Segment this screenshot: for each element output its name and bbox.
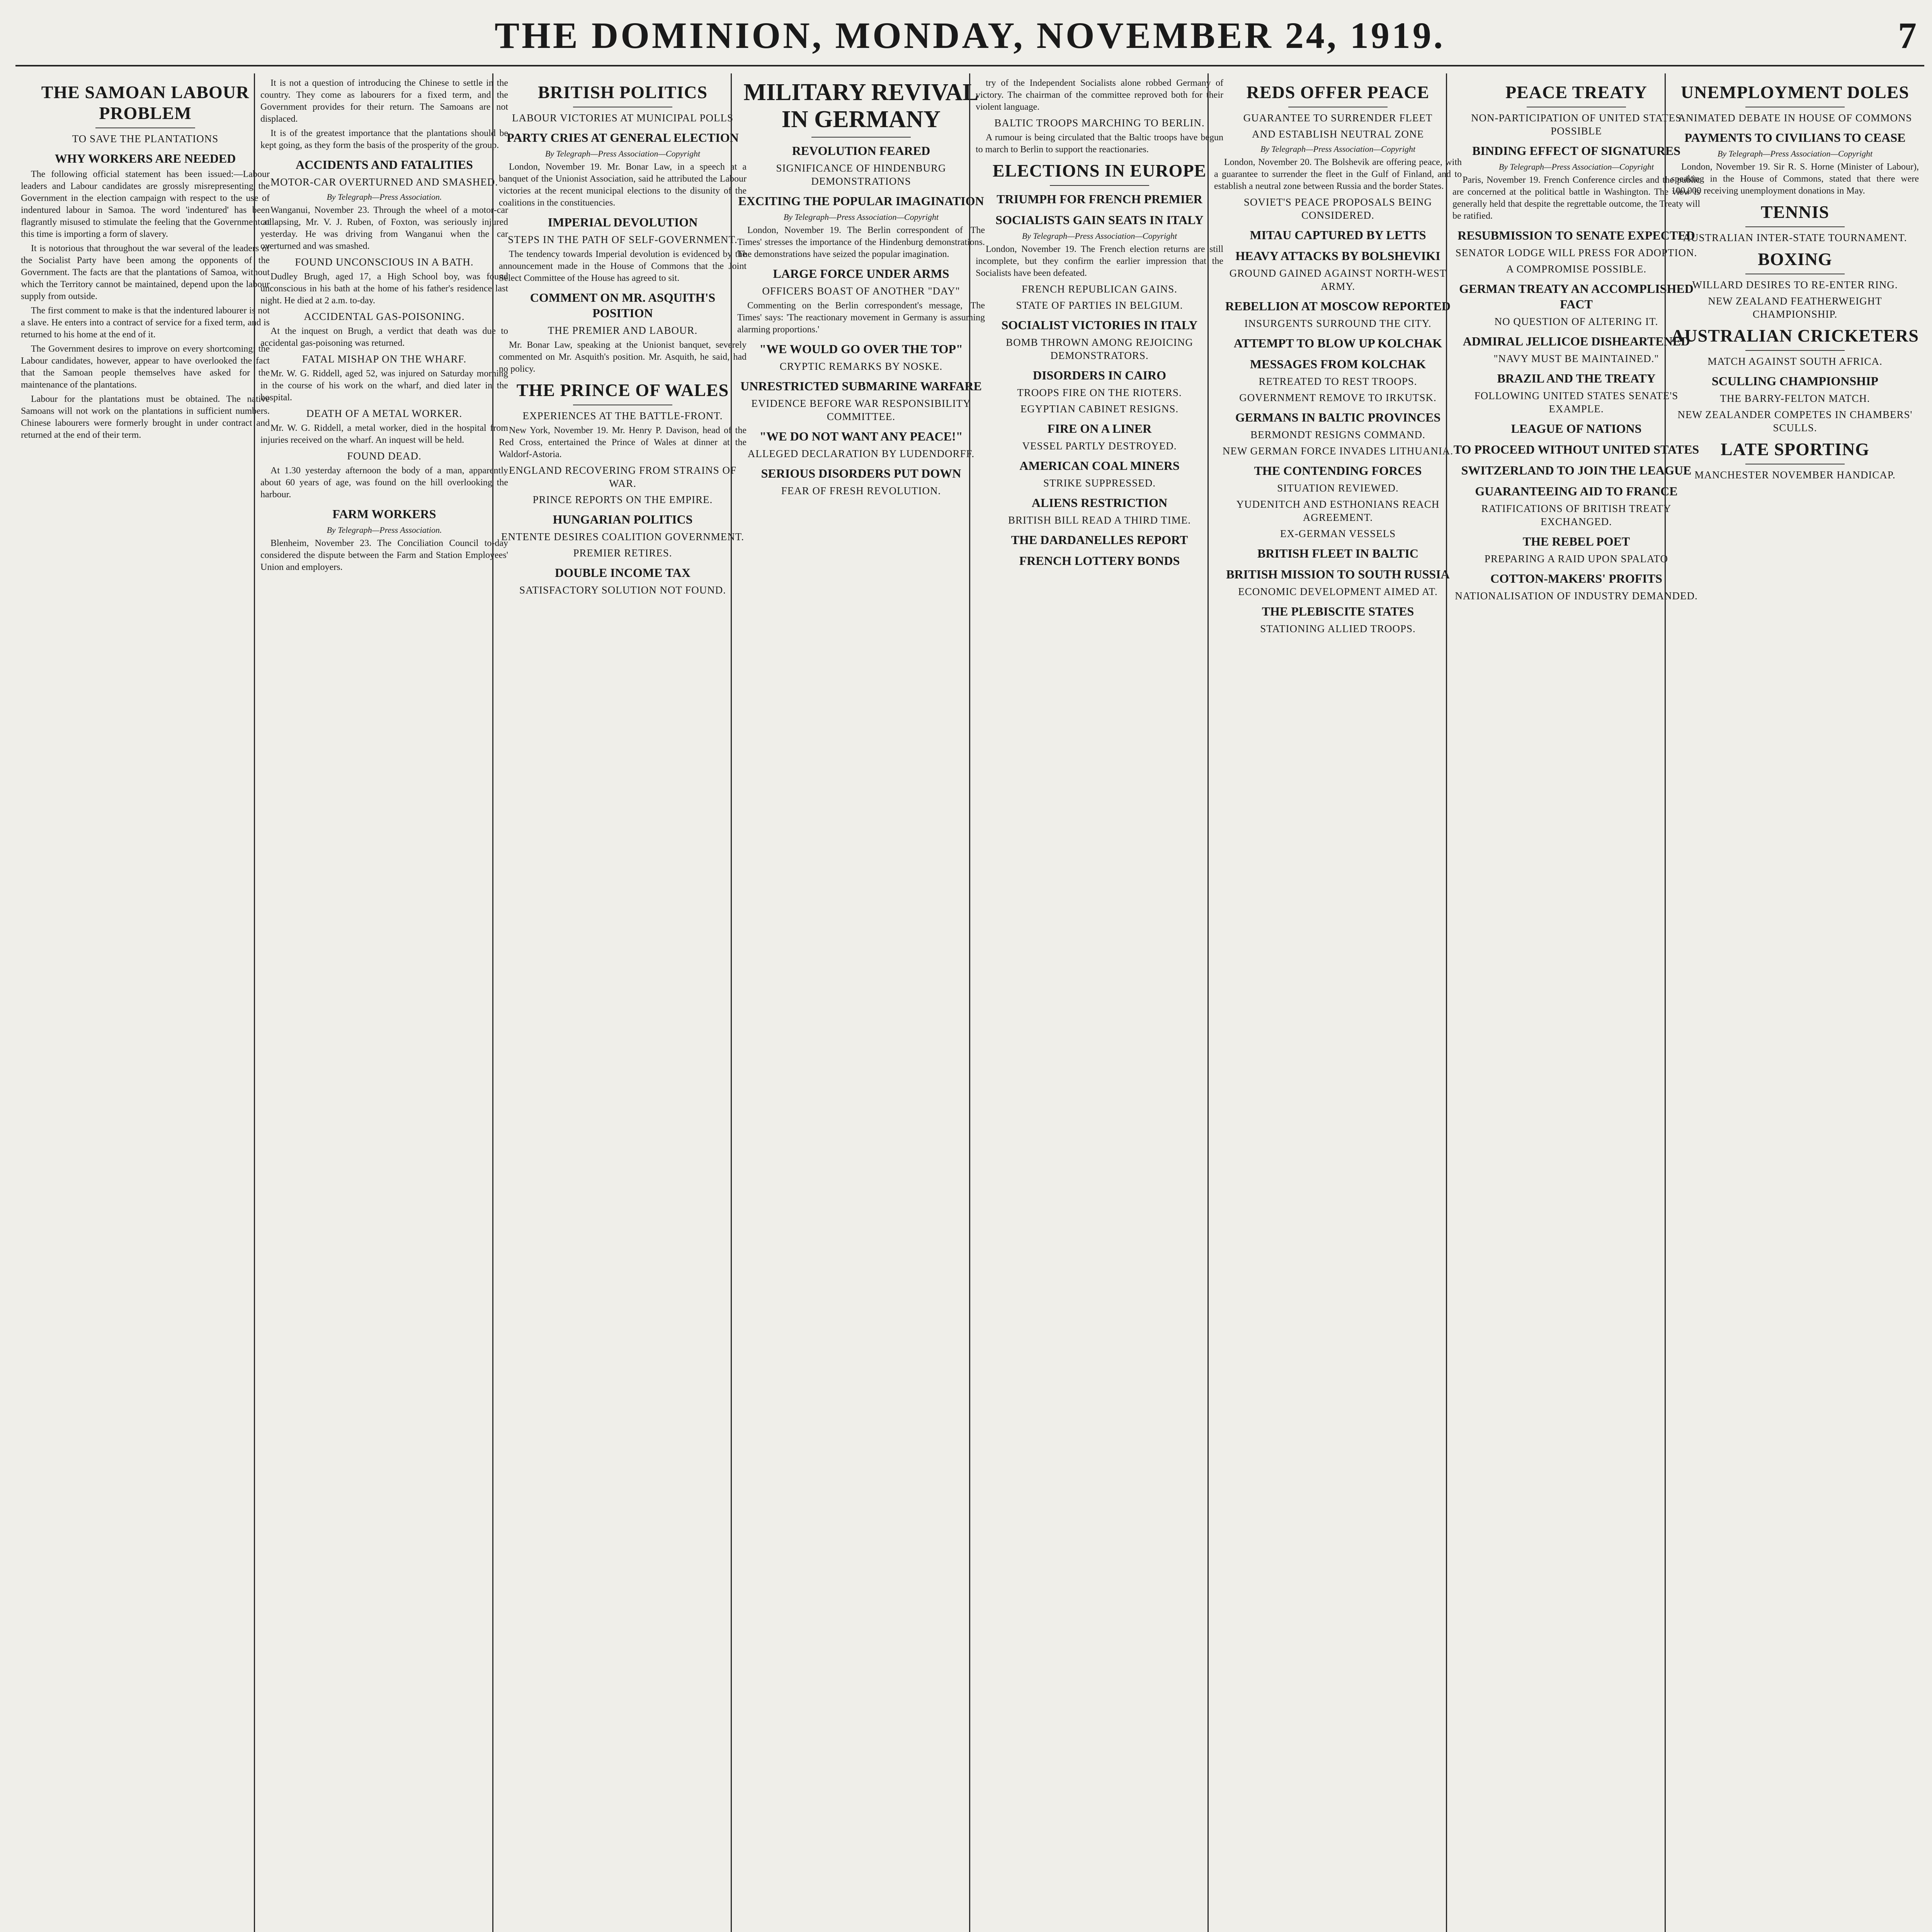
column-6 [1208,73,1467,1932]
credit-line: By Telegraph—Press Association—Copyright [783,212,939,222]
headline: LATE SPORTING [1721,439,1869,459]
credit-line: By Telegraph—Press Association—Copyright [545,149,701,158]
subheadline: "WE DO NOT WANT ANY PEACE!" [759,429,963,443]
column-8 [1665,73,1924,1932]
masthead [15,7,1924,66]
deck: ENGLAND RECOVERING FROM STRAINS OF WAR. [509,464,737,489]
headline: PEACE TREATY [1505,82,1647,102]
paragraph: London, November 19. The French election returns are still incomplete, but they confirm the earlier impression that the Socialists have been defeated. [976,244,1223,278]
deck: SATISFACTORY SOLUTION NOT FOUND. [519,584,726,596]
deck: BERMONDT RESIGNS COMMAND. [1250,429,1425,440]
columns [15,66,1924,1932]
deck: PRINCE REPORTS ON THE EMPIRE. [532,494,713,505]
subheadline: GUARANTEEING AID TO FRANCE [1475,484,1678,498]
deck: SENATOR LODGE WILL PRESS FOR ADOPTION. [1455,247,1697,259]
deck: THE PREMIER AND LABOUR. [548,325,698,336]
paragraph: At 1.30 yesterday afternoon the body of a man, apparently about 60 years of age, was found on the hill overlooking the harbour. [260,466,508,500]
credit-line: By Telegraph—Press Association—Copyright [1717,149,1873,158]
subheadline: WHY WORKERS ARE NEEDED [54,151,236,165]
subheadline: THE PLEBISCITE STATES [1262,604,1414,618]
deck: FOUND UNCONSCIOUS IN A BATH. [295,256,474,268]
subheadline: SOCIALISTS GAIN SEATS IN ITALY [995,213,1204,227]
deck: PREMIER RETIRES. [573,547,672,559]
subheadline: FIRE ON A LINER [1047,422,1152,435]
paragraph: try of the Independent Socialists alone robbed Germany of victory. The chairman of the committee reproved both for their violent language. [976,78,1223,112]
divider [811,137,910,138]
subheadline: AMERICAN COAL MINERS [1019,459,1180,473]
subheadline: DOUBLE INCOME TAX [555,566,690,580]
paragraph: The tendency towards Imperial devolution is evidenced by the announcement made in the House of Commons that the Joint Select Committee of the House has agreed to sit. [499,249,747,283]
credit-line: By Telegraph—Press Association—Copyright [1260,144,1416,154]
divider [1745,226,1844,227]
deck: GOVERNMENT REMOVE TO IRKUTSK. [1239,392,1437,403]
column-3 [492,73,752,1932]
deck: EVIDENCE BEFORE WAR RESPONSIBILITY COMMITTEE. [751,398,971,422]
headline: ELECTIONS IN EUROPE [992,161,1207,180]
deck: WILLARD DESIRES TO RE-ENTER RING. [1692,279,1898,291]
page-title: THE DOMINION, MONDAY, NOVEMBER 24, 1919. [495,15,1445,56]
headline: AUSTRALIAN CRICKETERS [1671,326,1919,345]
subheadline: THE CONTENDING FORCES [1254,464,1422,478]
deck: INSURGENTS SURROUND THE CITY. [1244,318,1432,329]
paragraph: Labour for the plantations must be obtained. The native Samoans will not work on the plantations in sufficient numbers. Chinese labourers were formerly brought in under contract and returned at the end of their term. [21,394,270,440]
subheadline: SCULLING CHAMPIONSHIP [1711,374,1879,388]
subheadline: RESUBMISSION TO SENATE EXPECTED [1458,228,1695,242]
subheadline: BRAZIL AND THE TREATY [1497,371,1656,385]
paragraph: Blenheim, November 23. The Conciliation Council to-day considered the dispute between the Farm and Station Employees' Union and employers. [260,538,508,572]
headline: BRITISH POLITICS [537,82,708,102]
paragraph: London, November 19. Sir R. S. Horne (Minister of Labour), speaking in the House of Commons, stated that there were 100,000 receiving unemployment donations in May. [1671,162,1919,196]
subheadline: "WE WOULD GO OVER THE TOP" [759,342,963,356]
deck: "NAVY MUST BE MAINTAINED." [1493,353,1659,364]
subheadline: TRIUMPH FOR FRENCH PREMIER [997,192,1202,206]
subheadline: SWITZERLAND TO JOIN THE LEAGUE [1461,463,1692,477]
subheadline: BINDING EFFECT OF SIGNATURES [1472,144,1681,158]
subheadline: DISORDERS IN CAIRO [1033,368,1166,382]
subheadline: SOCIALIST VICTORIES IN ITALY [1001,318,1198,332]
deck: NEW GERMAN FORCE INVADES LITHUANIA. [1222,445,1454,457]
deck: BRITISH BILL READ A THIRD TIME. [1008,514,1191,526]
deck: VESSEL PARTLY DESTROYED. [1022,440,1177,452]
subheadline: ATTEMPT TO BLOW UP KOLCHAK [1233,336,1442,350]
column-2 [254,73,514,1932]
deck: YUDENITCH AND ESTHONIANS REACH AGREEMENT. [1236,498,1440,523]
subheadline: GERMANS IN BALTIC PROVINCES [1235,410,1441,424]
subheadline: UNRESTRICTED SUBMARINE WARFARE [740,379,982,393]
deck: RETREATED TO REST TROOPS. [1259,376,1417,387]
deck: FOUND DEAD. [347,450,422,462]
subheadline: ALIENS RESTRICTION [1031,496,1168,510]
subheadline: THE DARDANELLES REPORT [1011,533,1188,547]
subheadline: ACCIDENTS AND FATALITIES [296,158,473,172]
deck: BALTIC TROOPS MARCHING TO BERLIN. [994,117,1205,129]
deck: ECONOMIC DEVELOPMENT AIMED AT. [1238,586,1438,597]
paragraph: The following official statement has been issued:—Labour leaders and Labour candidates are grossly misrepresenting the Government in the election campaign with respect to the use of indentured labour in Samoa. The word 'indentured' has been flagrantly misused to stimulate the feeling that the Government at this time is importing a form of slavery. [21,169,270,239]
deck: FATAL MISHAP ON THE WHARF. [302,353,467,365]
deck: SOVIET'S PEACE PROPOSALS BEING CONSIDERED. [1243,196,1432,221]
subheadline: REVOLUTION FEARED [792,144,930,158]
paragraph: London, November 19. Mr. Bonar Law, in a speech at a banquet of the Unionist Association, said he attributed the Labour victories at the recent municipal elections to the disunity of the coalitions in the constituencies. [499,162,747,208]
paragraph: Mr. Bonar Law, speaking at the Unionist banquet, severely commented on Mr. Asquith's position. Mr. Asquith, he said, had no policy. [499,340,747,374]
credit-line: By Telegraph—Press Association. [327,192,442,202]
deck: EXPERIENCES AT THE BATTLE-FRONT. [522,410,723,422]
paragraph: Paris, November 19. French Conference circles and the public are concerned at the political battle in Washington. The view is generally held that despite the regrettable outcome, the Treaty will be ratified. [1452,175,1700,221]
subheadline: REBELLION AT MOSCOW REPORTED [1225,299,1451,313]
subheadline: LEAGUE OF NATIONS [1511,422,1642,435]
paragraph: It is notorious that throughout the war several of the leaders of the Socialist Party have been among the opponents of the Government. The facts are that the plantations of Samoa, without which the Territory cannot be maintained, depend upon the labour supply from outside. [21,243,270,301]
deck: AUSTRALIAN INTER-STATE TOURNAMENT. [1683,232,1907,243]
deck: RATIFICATIONS OF BRITISH TREATY EXCHANGED. [1481,503,1672,527]
headline: TENNIS [1760,202,1830,222]
deck: NATIONALISATION OF INDUSTRY DEMANDED. [1455,590,1698,602]
deck: BOMB THROWN AMONG REJOICING DEMONSTRATORS. [1006,337,1193,361]
paragraph: At the inquest on Brugh, a verdict that death was due to accidental gas-poisoning was returned. [260,326,508,348]
headline: BOXING [1758,249,1832,269]
deck: TO SAVE THE PLANTATIONS [72,133,219,145]
paragraph: A rumour is being circulated that the Baltic troops have begun to march to Berlin to support the reactionaries. [976,133,1223,155]
subheadline: SERIOUS DISORDERS PUT DOWN [761,466,961,480]
deck: EX-GERMAN VESSELS [1280,528,1396,539]
deck: NEW ZEALANDER COMPETES IN CHAMBERS' SCULLS. [1677,409,1913,434]
deck: ACCIDENTAL GAS-POISONING. [304,311,465,322]
deck: NON-PARTICIPATION OF UNITED STATES POSSIBLE [1471,112,1682,137]
paragraph: It is not a question of introducing the Chinese to settle in the country. They come as labourers for a fixed term, and the Government provides for their return. The Samoans are not displaced. [260,78,508,124]
headline: UNEMPLOYMENT DOLES [1681,82,1909,102]
headline: REDS OFFER PEACE [1246,82,1430,102]
deck: NO QUESTION OF ALTERING IT. [1494,316,1658,327]
column-1 [15,73,275,1932]
paragraph: Wanganui, November 23. Through the wheel of a motor-car collapsing, Mr. V. J. Ruben, of Foxton, was seriously injured yesterday. He was driving from Wanganui when the car overturned and was smashed. [260,205,508,251]
page-number: 7 [1898,15,1917,56]
deck: MATCH AGAINST SOUTH AFRICA. [1708,355,1883,367]
subheadline: ADMIRAL JELLICOE DISHEARTENED [1463,334,1690,348]
deck: STRIKE SUPPRESSED. [1043,477,1156,489]
deck: ANIMATED DEBATE IN HOUSE OF COMMONS [1678,112,1912,124]
deck: STATE OF PARTIES IN BELGIUM. [1016,299,1183,311]
paragraph: Mr. W. G. Riddell, aged 52, was injured on Saturday morning in the course of his work on the wharf, and died later in the hospital. [260,369,508,403]
subheadline: MESSAGES FROM KOLCHAK [1250,357,1426,371]
subheadline: PARTY CRIES AT GENERAL ELECTION [507,131,739,145]
deck: ALLEGED DECLARATION BY LUDENDORFF. [747,448,975,459]
deck: SIGNIFICANCE OF HINDENBURG DEMONSTRATIONS [776,162,946,187]
paragraph: London, November 20. The Bolshevik are offering peace, with a guarantee to surrender the fleet in the Gulf of Finland, and to establish a neutral zone between Russia and the border States. [1214,157,1462,191]
deck: OFFICERS BOAST OF ANOTHER "DAY" [762,285,960,297]
subheadline: COMMENT ON MR. ASQUITH'S POSITION [530,291,716,320]
deck: TROOPS FIRE ON THE RIOTERS. [1017,387,1182,398]
subheadline: THE REBEL POET [1522,534,1630,548]
subheadline: FARM WORKERS [332,507,436,521]
credit-line: By Telegraph—Press Association—Copyright [1498,162,1654,172]
paragraph: It is of the greatest importance that the plantations should be kept going, as they form the basis of the prosperity of the group. [260,128,508,150]
deck: PREPARING A RAID UPON SPALATO [1484,553,1668,565]
paragraph: New York, November 19. Mr. Henry P. Davison, head of the Red Cross, entertained the Prince of Wales at dinner at the Waldorf-Astoria. [499,425,747,459]
paragraph: The Government desires to improve on every shortcoming; the Labour candidates, however, appear to have overlooked the fact that the Samoan people themselves have asked for the maintenance of the plantations. [21,344,270,390]
subheadline: GERMAN TREATY AN ACCOMPLISHED FACT [1459,282,1694,311]
subheadline: PAYMENTS TO CIVILIANS TO CEASE [1684,131,1906,145]
headline: MILITARY REVIVAL IN GERMANY [743,79,979,133]
deck: STATIONING ALLIED TROOPS. [1260,623,1416,634]
paragraph: Commenting on the Berlin correspondent's message, 'The Times' says: 'The reactionary movement in Germany is assuming alarming proportions.' [737,301,985,335]
paragraph: London, November 19. The Berlin correspondent of 'The Times' stresses the importance of the Hindenburg demonstrations. The demonstrations have seized the popular imagination. [737,225,985,259]
deck: NEW ZEALAND FEATHERWEIGHT CHAMPIONSHIP. [1708,295,1882,320]
headline: THE SAMOAN LABOUR PROBLEM [41,82,250,123]
deck: FOLLOWING UNITED STATES SENATE'S EXAMPLE. [1474,390,1679,415]
deck: EGYPTIAN CABINET RESIGNS. [1020,403,1179,415]
deck: THE BARRY-FELTON MATCH. [1720,393,1870,404]
deck: STEPS IN THE PATH OF SELF-GOVERNMENT. [508,234,738,245]
deck: ENTENTE DESIRES COALITION GOVERNMENT. [501,531,744,543]
column-4 [731,73,990,1932]
subheadline: BRITISH MISSION TO SOUTH RUSSIA [1226,567,1450,581]
deck: CRYPTIC REMARKS BY NOSKE. [779,361,943,372]
subheadline: TO PROCEED WITHOUT UNITED STATES [1453,442,1699,456]
credit-line: By Telegraph—Press Association—Copyright [1022,231,1177,241]
credit-line: By Telegraph—Press Association. [327,525,442,535]
paragraph: Dudley Brugh, aged 17, a High School boy, was found unconscious in his bath at the home of his father's residence last night. He died at 2 a.m. to-day. [260,272,508,306]
deck: FRENCH REPUBLICAN GAINS. [1022,283,1177,295]
deck: SITUATION REVIEWED. [1277,482,1399,494]
subheadline: LARGE FORCE UNDER ARMS [773,267,949,281]
subheadline: HUNGARIAN POLITICS [553,512,693,526]
deck: MOTOR-CAR OVERTURNED AND SMASHED. [270,176,498,188]
column-5 [969,73,1229,1932]
deck: GROUND GAINED AGAINST NORTH-WEST ARMY. [1229,267,1447,292]
headline: THE PRINCE OF WALES [516,380,729,400]
paragraph: The first comment to make is that the indentured labourer is not a slave. He enters into a contract of service for a fixed term, and is returned to his home at the end of it. [21,306,270,340]
subheadline: COTTON-MAKERS' PROFITS [1490,571,1662,585]
subheadline: IMPERIAL DEVOLUTION [548,215,698,229]
deck: MANCHESTER NOVEMBER HANDICAP. [1694,469,1896,481]
deck: DEATH OF A METAL WORKER. [306,408,463,419]
subheadline: HEAVY ATTACKS BY BOLSHEVIKI [1235,249,1440,263]
subheadline: FRENCH LOTTERY BONDS [1019,554,1180,568]
paragraph: Mr. W. G. Riddell, a metal worker, died in the hospital from injuries received on the wharf. An inquest will be held. [260,423,508,445]
divider [1745,350,1844,351]
deck: LABOUR VICTORIES AT MUNICIPAL POLLS [512,112,734,124]
deck: FEAR OF FRESH REVOLUTION. [781,485,941,497]
divider [1050,185,1149,186]
deck: AND ESTABLISH NEUTRAL ZONE [1252,128,1424,140]
subheadline: MITAU CAPTURED BY LETTS [1250,228,1426,242]
subheadline: BRITISH FLEET IN BALTIC [1257,546,1419,560]
deck: GUARANTEE TO SURRENDER FLEET [1243,112,1433,124]
subheadline: EXCITING THE POPULAR IMAGINATION [738,194,984,208]
deck: A COMPROMISE POSSIBLE. [1506,263,1647,275]
